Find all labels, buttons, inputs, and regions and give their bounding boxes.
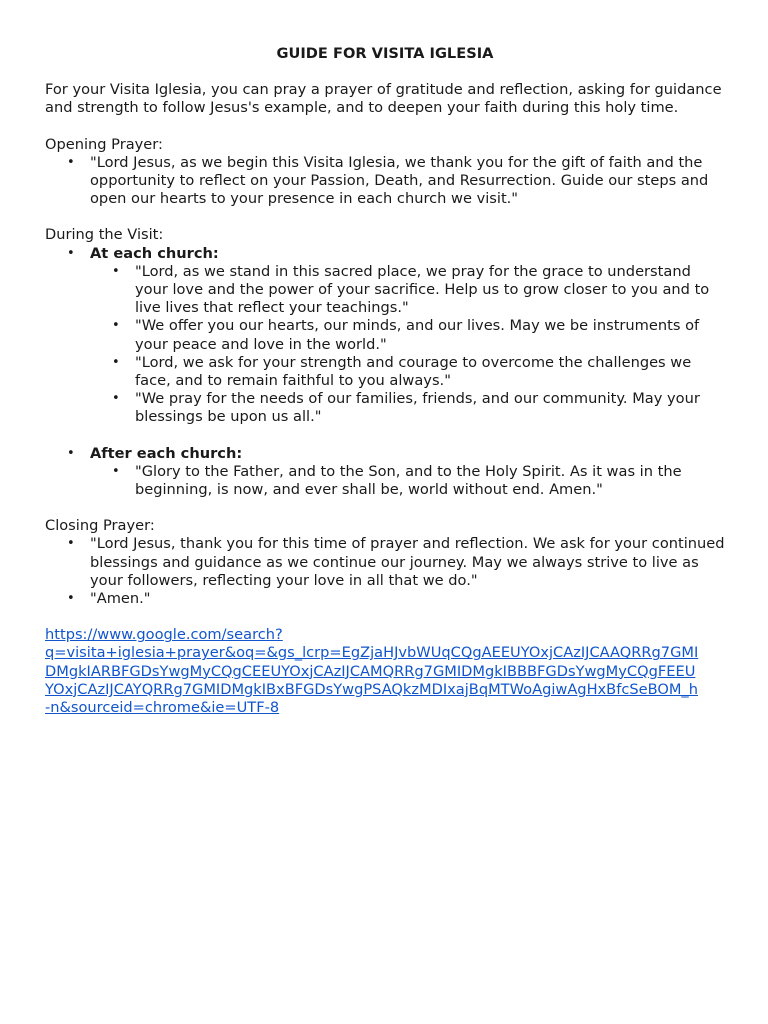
page-title: GUIDE FOR VISITA IGLESIA bbox=[276, 45, 494, 62]
at-each-church-label: At each church: bbox=[90, 244, 219, 262]
list-item: • "Lord, we ask for your strength and courage to overcome the challenges we face, and to remain faithful to you always." bbox=[135, 354, 725, 390]
after-each-church-label: After each church: bbox=[90, 444, 243, 462]
during-visit-label: During the Visit: bbox=[45, 226, 164, 244]
after-each-church-item bbox=[90, 445, 725, 500]
link-line: YOxjCAzIJCAYQRRg7GMIDMgkIBxBFGDsYwgPSAQkzMDIxajBqMTWoAgiwAgHxBfcSeBOM_h bbox=[45, 680, 698, 698]
document-page bbox=[45, 45, 725, 717]
closing-prayer-list bbox=[45, 535, 725, 608]
closing-prayer-label: Closing Prayer: bbox=[45, 517, 155, 535]
intro-paragraph: For your Visita Iglesia, you can pray a prayer of gratitude and reflection, asking for guidance and strength to follow Jesus's example, and to deepen your faith during this holy time. bbox=[45, 81, 722, 117]
opening-prayer-list bbox=[45, 154, 725, 209]
list-item: • "Lord Jesus, as we begin this Visita Iglesia, we thank you for the gift of faith and the opportunity to reflect on your Passion, Death, and Resurrection. Guide our steps and open our hearts to your presence in each church we visit." bbox=[90, 154, 725, 209]
after-each-church-prayers bbox=[90, 463, 725, 499]
list-item: • "We pray for the needs of our families, friends, and our community. May your blessings be upon us all." bbox=[135, 390, 725, 426]
google-search-link[interactable] bbox=[45, 626, 725, 717]
list-item: • "Glory to the Father, and to the Son, and to the Holy Spirit. As it was in the beginning, is now, and ever shall be, world without end. Amen." bbox=[135, 463, 725, 499]
at-each-church-prayers bbox=[90, 263, 725, 427]
at-each-church-item bbox=[90, 245, 725, 445]
link-line: -n&sourceid=chrome&ie=UTF-8 bbox=[45, 699, 280, 717]
during-visit-list bbox=[45, 245, 725, 500]
link-line: DMgkIARBFGDsYwgMyCQgCEEUYOxjCAzIJCAMQRRg7GMIDMgkIBBBFGDsYwgMyCQgFEEU bbox=[45, 662, 696, 680]
opening-prayer-label: Opening Prayer: bbox=[45, 135, 163, 153]
list-item: • "We offer you our hearts, our minds, and our lives. May we be instruments of your peace and love in the world." bbox=[135, 317, 725, 353]
list-item: • "Amen." bbox=[90, 590, 725, 608]
link-line: q=visita+iglesia+prayer&oq=&gs_lcrp=EgZjaHJvbWUqCQgAEEUYOxjCAzIJCAAQRRg7GMI bbox=[45, 644, 699, 662]
link-line: https://www.google.com/search? bbox=[45, 626, 283, 644]
list-item: • "Lord Jesus, thank you for this time of prayer and reflection. We ask for your continued blessings and guidance as we continue our journey. May we always strive to live as your followers, reflecting your love in all that we do." bbox=[90, 535, 725, 590]
list-item: • "Lord, as we stand in this sacred place, we pray for the grace to understand your love and the power of your sacrifice. Help us to grow closer to you and to live lives that reflect your teachings." bbox=[135, 263, 725, 318]
